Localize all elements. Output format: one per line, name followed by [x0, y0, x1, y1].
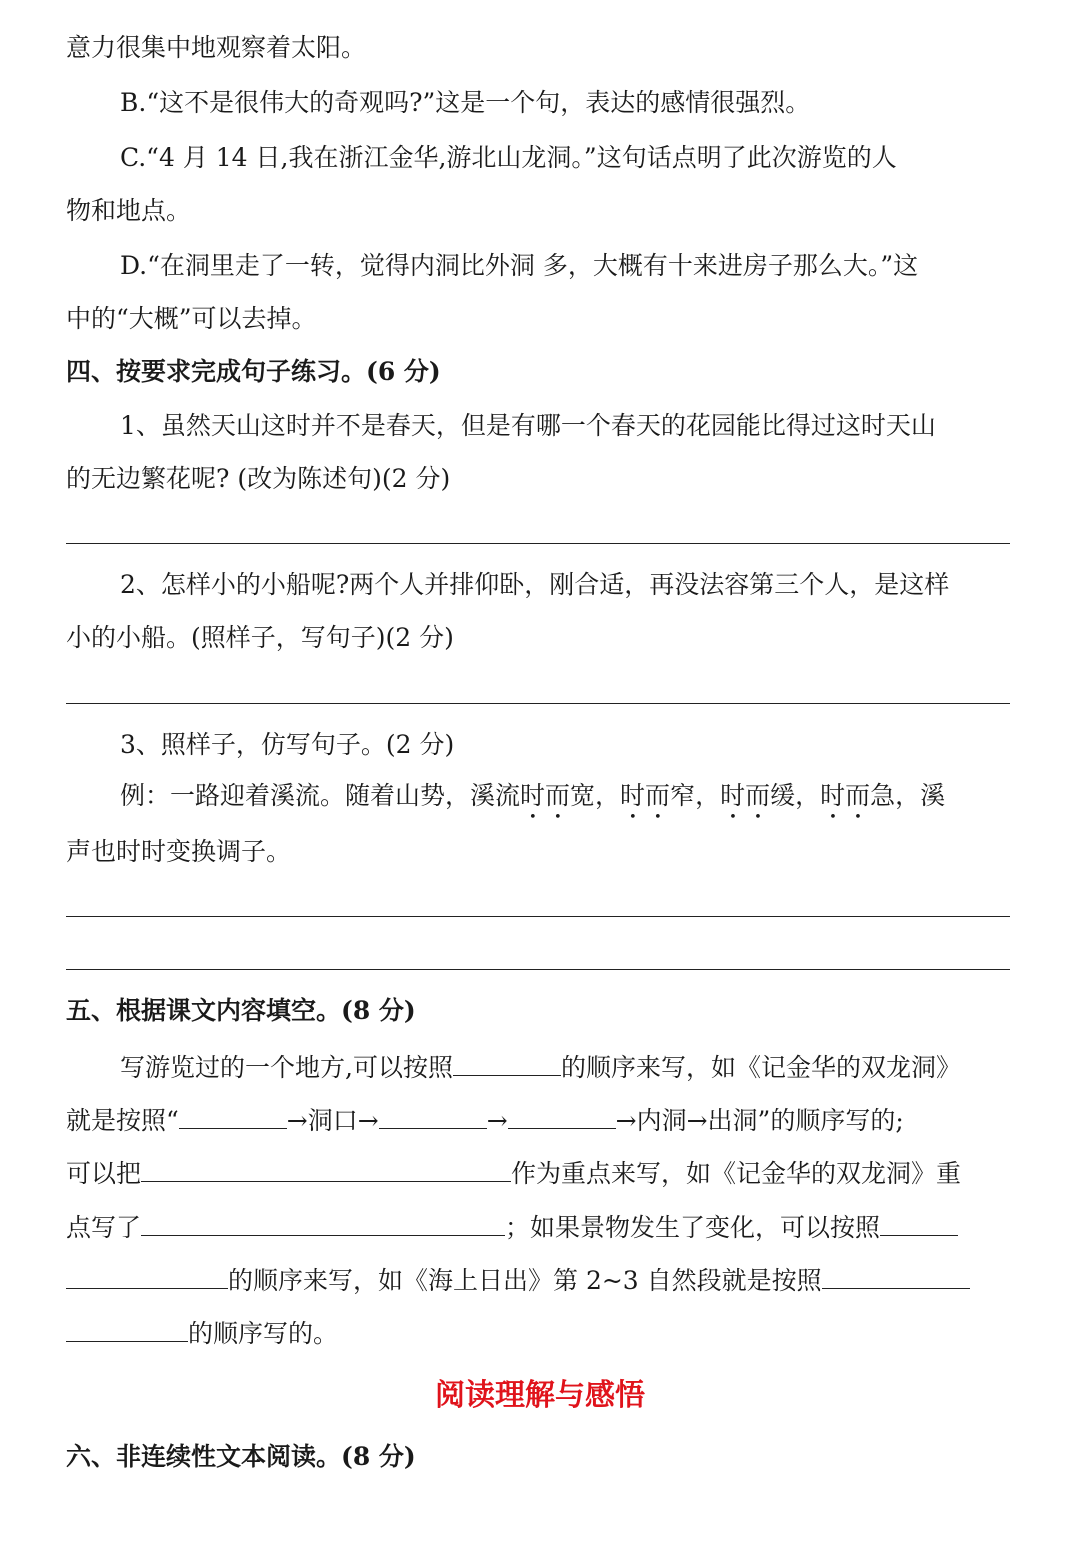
fill-text: 就是按照“ — [66, 1106, 179, 1135]
question-1-line2: 的无边繁花呢? (改为陈述句)(2 分) — [66, 464, 451, 493]
fill-line-5 — [66, 1262, 1010, 1298]
fill-blank[interactable] — [141, 1155, 511, 1182]
answer-line-q3a[interactable] — [66, 916, 1010, 917]
question-2-line1: 2、怎样小的小船呢?两个人并排仰卧，刚合适，再没法容第三个人，是这样 — [120, 570, 950, 599]
option-d-line1: D.“在洞里走了一转，觉得内洞比外洞 多，大概有十来进房子那么大。”这 — [120, 251, 919, 280]
section-6-heading: 六、非连续性文本阅读。(8 分) — [66, 1442, 416, 1471]
question-1-line1: 1、虽然天山这时并不是春天，但是有哪一个春天的花园能比得过这时天山 — [120, 411, 936, 440]
fill-blank[interactable] — [66, 1262, 228, 1289]
fill-text: 点写了 — [66, 1213, 142, 1242]
emphasis-shier: 时而 — [520, 781, 571, 810]
example-text: 缓， — [770, 781, 821, 810]
example-line2: 声也时时变换调子。 — [66, 837, 292, 866]
fill-text: ；如果景物发生了变化，可以按照 — [505, 1213, 881, 1242]
reading-section-title: 阅读理解与感悟 — [435, 1378, 645, 1413]
example-text: 宽， — [570, 781, 621, 810]
fill-text: 写游览过的一个地方,可以按照 — [120, 1053, 453, 1082]
emphasis-shier: 时而 — [620, 781, 671, 810]
fill-blank[interactable] — [141, 1209, 505, 1236]
answer-line-q1[interactable] — [66, 543, 1010, 544]
example-text: 急， — [870, 781, 921, 810]
section-5-heading: 五、根据课文内容填空。(8 分) — [66, 996, 416, 1025]
section-4-heading: 四、按要求完成句子练习。(6 分) — [66, 357, 441, 386]
fill-line-3 — [66, 1155, 1010, 1191]
option-c-line1: C.“4 月 14 日,我在浙江金华,游北山龙洞。”这句话点明了此次游览的人 — [120, 143, 897, 172]
fill-blank[interactable] — [379, 1102, 487, 1129]
example-text: 例：一路迎着溪流。随着山势，溪流 — [120, 781, 521, 810]
example-text: 窄， — [670, 781, 721, 810]
fill-text: 作为重点来写，如《记金华的双龙洞》重 — [511, 1159, 962, 1188]
answer-line-q3b[interactable] — [66, 969, 1010, 970]
emphasis-shier: 时而 — [720, 781, 771, 810]
fill-blank[interactable] — [66, 1315, 188, 1342]
paragraph-line: 意力很集中地观察着太阳。 — [66, 33, 367, 62]
fill-blank[interactable] — [453, 1049, 561, 1076]
fill-line-6 — [66, 1315, 1010, 1351]
fill-line-1 — [120, 1049, 1010, 1085]
example-line1 — [120, 779, 1010, 825]
fill-blank[interactable] — [880, 1209, 958, 1236]
fill-text: 可以把 — [66, 1159, 142, 1188]
option-d-line2: 中的“大概”可以去掉。 — [66, 304, 317, 333]
fill-text: 的顺序来写，如《海上日出》第 2~3 自然段就是按照 — [228, 1266, 822, 1295]
fill-line-2 — [66, 1102, 1010, 1138]
emphasis-shier: 时而 — [820, 781, 871, 810]
fill-blank[interactable] — [179, 1102, 287, 1129]
fill-blank[interactable] — [508, 1102, 616, 1129]
fill-text: →洞口→ — [286, 1106, 379, 1135]
example-text: 溪 — [920, 781, 946, 810]
option-b: B.“这不是很伟大的奇观吗?”这是一个句，表达的感情很强烈。 — [120, 88, 811, 117]
option-c-line2: 物和地点。 — [66, 196, 192, 225]
fill-text: 的顺序来写，如《记金华的双龙洞》 — [560, 1053, 961, 1082]
fill-text: →内洞→出洞”的顺序写的; — [615, 1106, 904, 1135]
fill-blank[interactable] — [822, 1262, 970, 1289]
question-3: 3、照样子，仿写句子。(2 分) — [120, 730, 455, 759]
fill-line-4 — [66, 1209, 1010, 1245]
fill-text: 的顺序写的。 — [188, 1319, 339, 1348]
question-2-line2: 小的小船。(照样子，写句子)(2 分) — [66, 623, 454, 652]
answer-line-q2[interactable] — [66, 703, 1010, 704]
fill-text: → — [486, 1106, 508, 1135]
